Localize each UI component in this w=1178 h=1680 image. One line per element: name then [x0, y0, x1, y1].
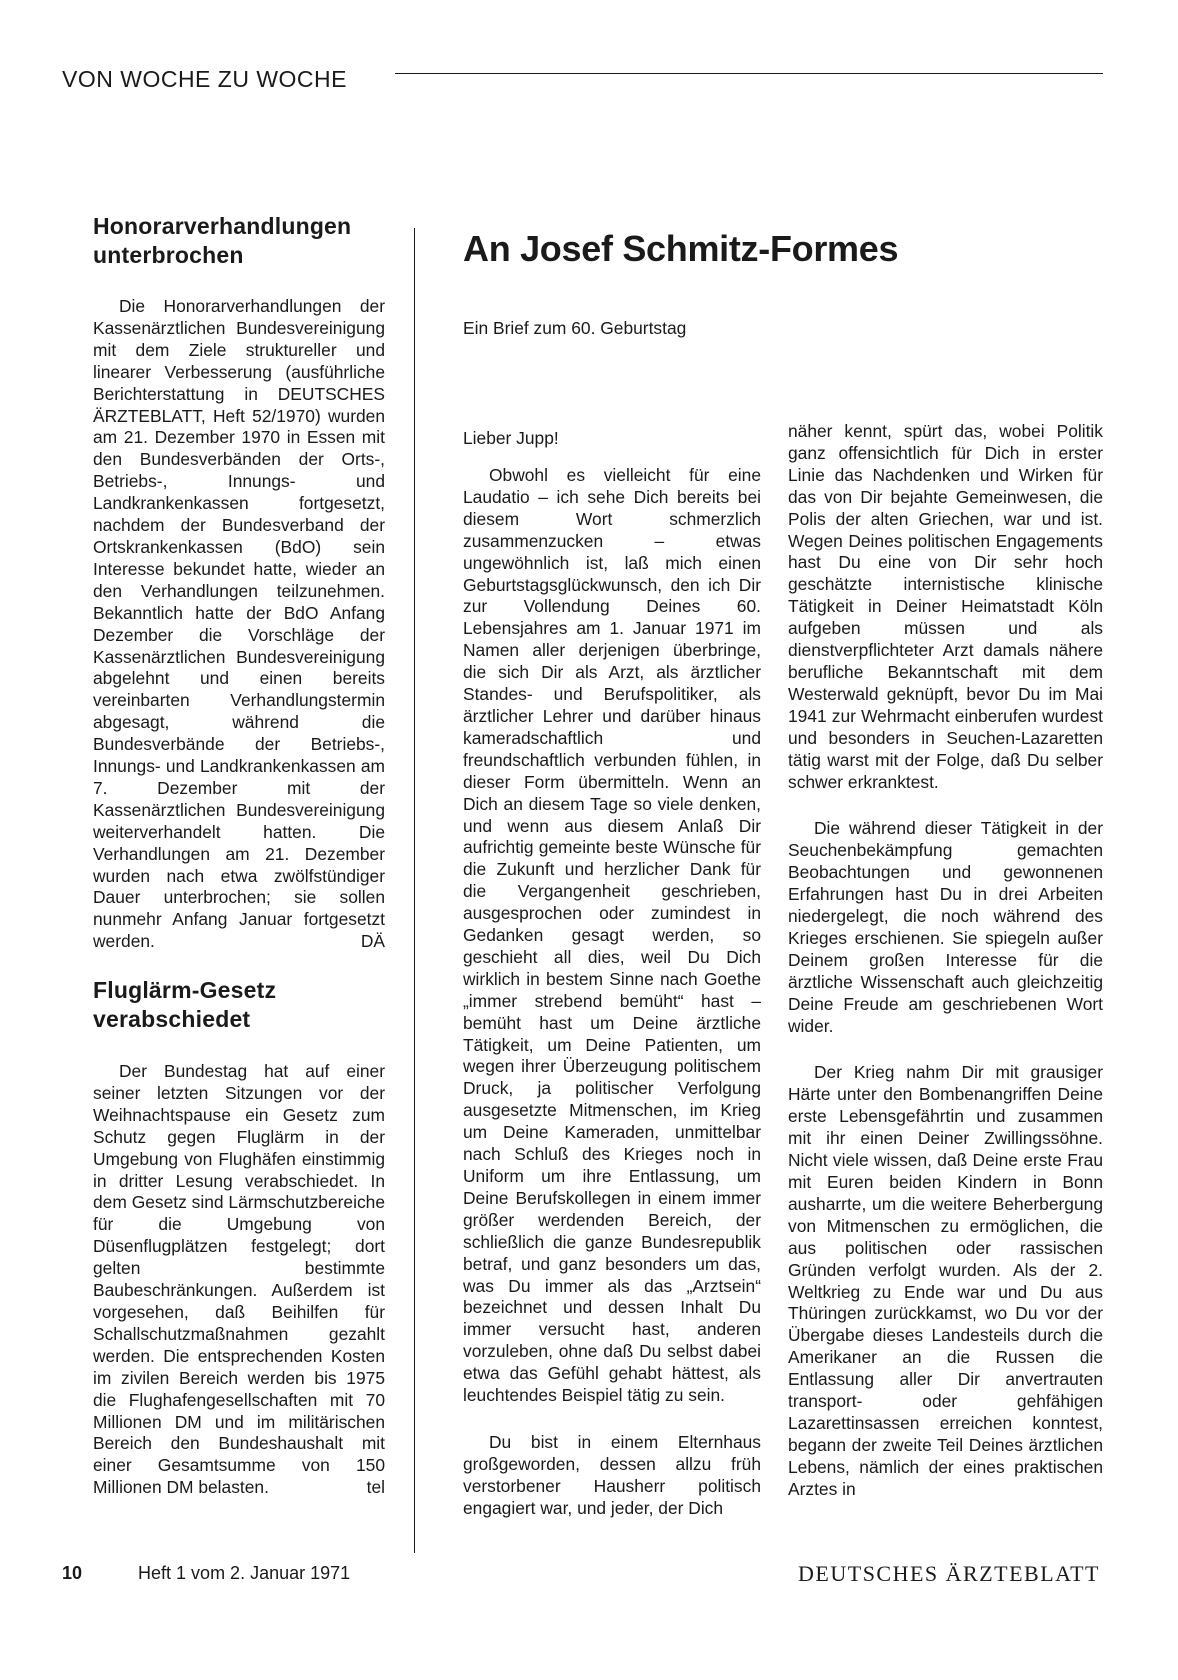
article-signature: tel: [366, 1477, 385, 1498]
column-divider: [414, 228, 415, 1553]
letter-column-middle: [463, 465, 761, 1520]
letter-title: An Josef Schmitz-Formes: [463, 228, 899, 269]
letter-salutation: Lieber Jupp!: [463, 428, 559, 448]
letter-paragraph: Die während dieser Tätigkeit in der Seuchenbekämpfung gemachten Beobachtungen und gewonnenen Erfahrungen hast Du in drei Arbeiten niedergelegt, die noch während des Krieges erschienen. Sie spiegeln außer Deinem großen Interesse für die ärztliche Wissenschaft auch gleichzeitig Deine Freude am geschriebenen Wort wider.: [788, 818, 1103, 1036]
letter-paragraph: näher kennt, spürt das, wobei Politik ganz offensichtlich für Dich in erster Linie das Nachdenken und Wirken für das von Dir bejahte Gemeinwesen, die Polis der alten Griechen, war und ist. Wegen Deines politischen Engagements hast Du eine von Dir sehr hoch geschätzte internistische klinische Tätigkeit in Deiner Heimatstadt Köln aufgeben müssen und als dienstverpflichteter Arzt damals nähere berufliche Bekanntschaft mit dem Westerwald geknüpft, bevor Du im Mai 1941 zur Wehrmacht einberufen wurdest und besonders in Seuchen-Lazaretten tätig warst mit der Folge, daß Du selber schwer erkranktest.: [788, 421, 1103, 792]
letter-paragraph: Du bist in einem Elternhaus großgeworden, dessen allzu früh verstorbener Hausherr politisch engagiert war, und jeder, der Dich: [463, 1431, 761, 1518]
section-label: VON WOCHE ZU WOCHE: [62, 66, 347, 92]
letter-subtitle: Ein Brief zum 60. Geburtstag: [463, 318, 687, 338]
letter-paragraph: Obwohl es vielleicht für eine Laudatio – ich sehe Dich bereits bei diesem Wort schmerzlich zusammenzucken – etwas ungewöhnlich ist, laß mich einen Geburtstagsglückwunsch, den ich Dir zur Vollendung Deines 60. Lebensjahres am 1. Januar 1971 im Namen aller derjenigen überbringe, die sich Dir als Arzt, als ärztlicher Standes- und Berufspolitiker, als ärztlicher Lehrer und darüber hinaus kameradschaftlich und freundschaftlich verbunden fühlen, in dieser Form übermitteln. Wenn an Dich an diesem Tage so viele denken, und wenn aus diesem Anlaß Dir aufrichtig gemeinte beste Wünsche für die Zukunft und herzlicher Dank für die Vergangenheit geschrieben, ausgesprochen oder zumindest in Gedanken gesagt werden, so geschieht all dies, weil Du Dich wirklich in bestem Sinne nach Goethe „immer strebend bemüht“ hast – bemüht hast um Deine ärztliche Tätigkeit, um Deine Patienten, um wegen ihrer Überzeugung politischem Druck, ja politischer Verfolgung ausgesetzte Mitmenschen, im Krieg um Deine Kameraden, unmittelbar nach Schluß des Krieges noch in Uniform um ihre Entlassung, um Deine Berufskollegen in einem immer größer werdenden Bereich, der schließlich die ganze Bundesrepublik betraf, und ganz besonders um das, was Du immer als das „Arztsein“ bezeichnet und dessen Inhalt Du immer versucht hast, anderen vorzuleben, ohne daß Du selbst dabei etwa das Gefühl gehabt hättest, als leuchtendes Beispiel tätig zu sein.: [463, 465, 761, 1406]
article-body-fluglaerm: Der Bundestag hat auf einer seiner letzten Sitzungen vor der Weihnachtspause ein Gesetz zum Schutz gegen Fluglärm in der Umgebung von Flughäfen einstimmig in dritter Lesung verabschiedet. In dem Gesetz sind Lärmschutzbereiche für die Umgebung von Düsenflugplätzen festgelegt; dort gelten bestimmte Baubeschränkungen. Außerdem ist vorgesehen, daß Beihilfen für Schallschutzmaßnahmen gezahlt werden. Die entsprechenden Kosten im zivilen Bereich werden bis 1975 die Flughafengesellschaften mit 70 Millionen DM und im militärischen Bereich den Bundeshaushalt mit einer Gesamtsumme von 150 Millionen DM belasten. tel: [93, 1061, 385, 1498]
article-signature: DÄ: [360, 931, 385, 952]
letter-column-right: [788, 421, 1103, 1501]
page-number: 10: [62, 1563, 83, 1583]
letter-paragraph: Der Krieg nahm Dir mit grausiger Härte unter den Bombenangriffen Deine erste Lebensgefährtin und zusammen mit ihr einen Deiner Zwillingssöhne. Nicht viele wissen, daß Deine erste Frau mit Euren beiden Kindern in Bonn ausharrte, um die weitere Beherbergung von Mitmenschen zu ermöglichen, die aus politischen oder rassischen Gründen verfolgt wurden. Als der 2. Weltkrieg zu Ende war und Du aus Thüringen zurückkamst, wo Du vor der Übergabe dieses Landesteils durch die Amerikaner an die Russen die Entlassung aller Dir anvertrauten transport- oder gehfähigen Lazarettinsassen erreichen konntest, begann der zweite Teil Deines ärztlichen Lebens, nämlich der eines praktischen Arztes in: [788, 1062, 1103, 1499]
article-title-fluglaerm: Fluglärm-Gesetz verabschiedet: [93, 977, 277, 1032]
issue-info: Heft 1 vom 2. Januar 1971: [138, 1563, 351, 1583]
article-title-honorar: Honorarverhandlungen unterbrochen: [93, 213, 352, 268]
article-body-honorar: Die Honorarverhandlungen der Kassenärztlichen Bundesvereinigung mit dem Ziele struktureller und linearer Verbesserung (ausführliche Berichterstattung in DEUTSCHES ÄRZTEBLATT, Heft 52/1970) wurden am 21. Dezember 1970 in Essen mit den Bundesverbänden der Orts-, Betriebs-, Innungs- und Landkrankenkassen fortgesetzt, nachdem der Bundesverband der Ortskrankenkassen (BdO) sein Interesse bekundet hatte, wieder an den Verhandlungen teilzunehmen. Bekanntlich hatte der BdO Anfang Dezember die Vorschläge der Kassenärztlichen Bundesvereinigung abgelehnt und einen bereits vereinbarten Verhandlungstermin abgesagt, während die Bundesverbände der Betriebs-, Innungs- und Landkrankenkassen am 7. Dezember mit der Kassenärztlichen Bundesvereinigung weiterverhandelt hatten. Die Verhandlungen am 21. Dezember wurden nach etwa zwölfstündiger Dauer unterbrochen; sie sollen nunmehr Anfang Januar fortgesetzt werden. DÄ: [93, 296, 385, 952]
journal-name: DEUTSCHES ÄRZTEBLATT: [798, 1561, 1100, 1586]
page-footer-left: [62, 1563, 350, 1584]
header-rule: [395, 73, 1103, 74]
